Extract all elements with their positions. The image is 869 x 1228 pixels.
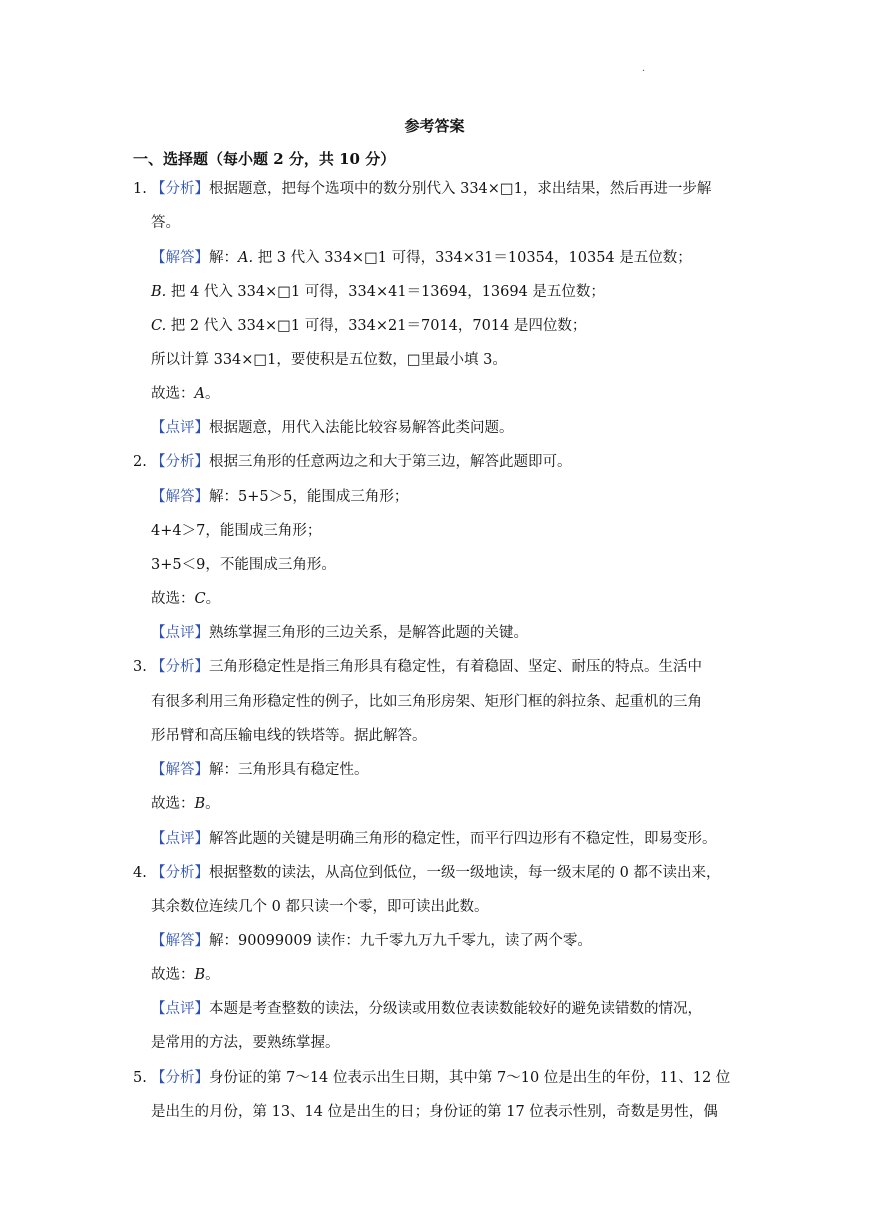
q1-comment-line	[151, 418, 514, 438]
question-2-number: 2.	[133, 454, 147, 470]
select-value: C	[194, 591, 206, 607]
q4-comment-text-1: 本题是考查整数的读法，分级读或用数位表读数能较好的避免读错数的情况，	[209, 1001, 702, 1017]
select-end: 。	[204, 386, 220, 402]
q1-selection	[151, 384, 219, 404]
select-value: A	[194, 386, 205, 402]
q5-analysis-text-2: 是出生的月份，第 13、14 位是出生的日；身份证的第 17 位表示性别，奇数是男性，偶	[151, 1104, 718, 1120]
q4-analysis-line	[151, 863, 720, 883]
q1-answer-b-line	[151, 282, 605, 302]
q3-comment-line	[151, 829, 717, 849]
q2-selection	[151, 589, 220, 609]
q1-answer-prefix: 解：	[209, 250, 238, 266]
q2-answer-3: 3+5＜9，不能围成三角形。	[151, 557, 336, 573]
q3-analysis-text-1: 三角形稳定性是指三角形具有稳定性，有着稳固、坚定、耐压的特点。生活中	[209, 659, 702, 675]
q5-analysis-line	[151, 1068, 730, 1088]
q4-answer-line	[151, 931, 592, 951]
q1-answer-c: 把 2 代入 334×□1 可得，334×21＝7014，7014 是四位数；	[166, 318, 587, 334]
select-label: 故选：	[151, 796, 195, 812]
select-value: B	[194, 796, 206, 812]
q2-analysis-line	[151, 452, 572, 472]
answer-tag: 【解答】	[151, 250, 209, 266]
q2-answer-2: 4+4＞7，能围成三角形；	[151, 523, 322, 539]
q1-comment-text: 根据题意，用代入法能比较容易解答此类问题。	[209, 420, 514, 436]
q3-answer-text: 解：三角形具有稳定性。	[209, 762, 369, 778]
q3-answer-line	[151, 760, 369, 780]
comment-tag: 【点评】	[151, 625, 209, 641]
page-title: 参考答案	[404, 117, 465, 135]
q1-analysis-text-2: 答。	[151, 215, 180, 231]
select-label: 故选：	[151, 591, 195, 607]
q3-selection	[151, 794, 220, 814]
q2-answer-1: 解：5+5＞5，能围成三角形；	[209, 489, 409, 505]
q2-comment-line	[151, 623, 528, 643]
section-heading: 一、选择题（每小题 2 分，共 10 分）	[133, 150, 396, 168]
analysis-tag: 【分析】	[151, 865, 209, 881]
q1-option-a: A.	[238, 250, 254, 266]
analysis-tag: 【分析】	[151, 659, 209, 675]
comment-tag: 【点评】	[151, 420, 209, 436]
answer-tag: 【解答】	[151, 762, 209, 778]
question-3-number: 3.	[133, 659, 147, 675]
q3-comment-text: 解答此题的关键是明确三角形的稳定性，而平行四边形有不稳定性，即易变形。	[209, 831, 717, 847]
q4-analysis-text-2: 其余数位连续几个 0 都只读一个零，即可读出此数。	[151, 899, 489, 915]
q4-analysis-text-1: 根据整数的读法，从高位到低位，一级一级地读，每一级末尾的 0 都不读出来，	[209, 865, 721, 881]
q4-selection	[151, 965, 220, 985]
select-value: B	[194, 967, 206, 983]
comment-tag: 【点评】	[151, 1001, 209, 1017]
q4-comment-line	[151, 999, 702, 1019]
q4-comment-text-2: 是常用的方法，要熟练掌握。	[151, 1035, 340, 1051]
comment-tag: 【点评】	[151, 831, 209, 847]
question-5-number: 5.	[133, 1070, 147, 1086]
select-end: 。	[205, 796, 220, 812]
q1-analysis-text-1: 根据题意，把每个选项中的数分别代入 334×□1，求出结果，然后再进一步解	[209, 181, 712, 197]
q1-answer-conclusion: 所以计算 334×□1，要使积是五位数，□里最小填 3。	[151, 352, 507, 368]
q2-comment-text: 熟练掌握三角形的三边关系，是解答此题的关键。	[209, 625, 528, 641]
select-label: 故选：	[151, 967, 195, 983]
analysis-tag: 【分析】	[151, 454, 209, 470]
select-end: 。	[205, 591, 221, 607]
select-label: 故选：	[151, 386, 195, 402]
q1-answer-c-line	[151, 316, 586, 336]
q1-option-b: B.	[151, 284, 167, 300]
q2-answer-line	[151, 487, 408, 507]
q4-answer-text: 解：90099009 读作：九千零九万九千零九，读了两个零。	[209, 933, 592, 949]
question-4-number: 4.	[133, 865, 147, 881]
analysis-tag: 【分析】	[151, 1070, 209, 1086]
header-dot: ·	[642, 66, 646, 77]
q5-analysis-text-1: 身份证的第 7～14 位表示出生日期，其中第 7～10 位是出生的年份，11、12 位	[209, 1070, 731, 1086]
q3-analysis-text-3: 形吊臂和高压输电线的铁塔等。据此解答。	[151, 728, 427, 744]
q1-option-c: C.	[151, 318, 167, 334]
answer-tag: 【解答】	[151, 933, 209, 949]
q1-answer-a: 把 3 代入 334×□1 可得，334×31＝10354，10354 是五位数；	[253, 250, 692, 266]
q1-analysis-line	[151, 179, 711, 199]
q2-analysis-text: 根据三角形的任意两边之和大于第三边，解答此题即可。	[209, 454, 572, 470]
question-1-number: 1.	[133, 181, 147, 197]
q3-analysis-line	[151, 657, 702, 677]
q1-answer-line	[151, 248, 692, 268]
analysis-tag: 【分析】	[151, 181, 209, 197]
answer-tag: 【解答】	[151, 489, 209, 505]
q3-analysis-text-2: 有很多利用三角形稳定性的例子，比如三角形房架、矩形门框的斜拉条、起重机的三角	[151, 694, 702, 710]
q1-answer-b: 把 4 代入 334×□1 可得，334×41＝13694，13694 是五位数；	[166, 284, 605, 300]
select-end: 。	[205, 967, 220, 983]
